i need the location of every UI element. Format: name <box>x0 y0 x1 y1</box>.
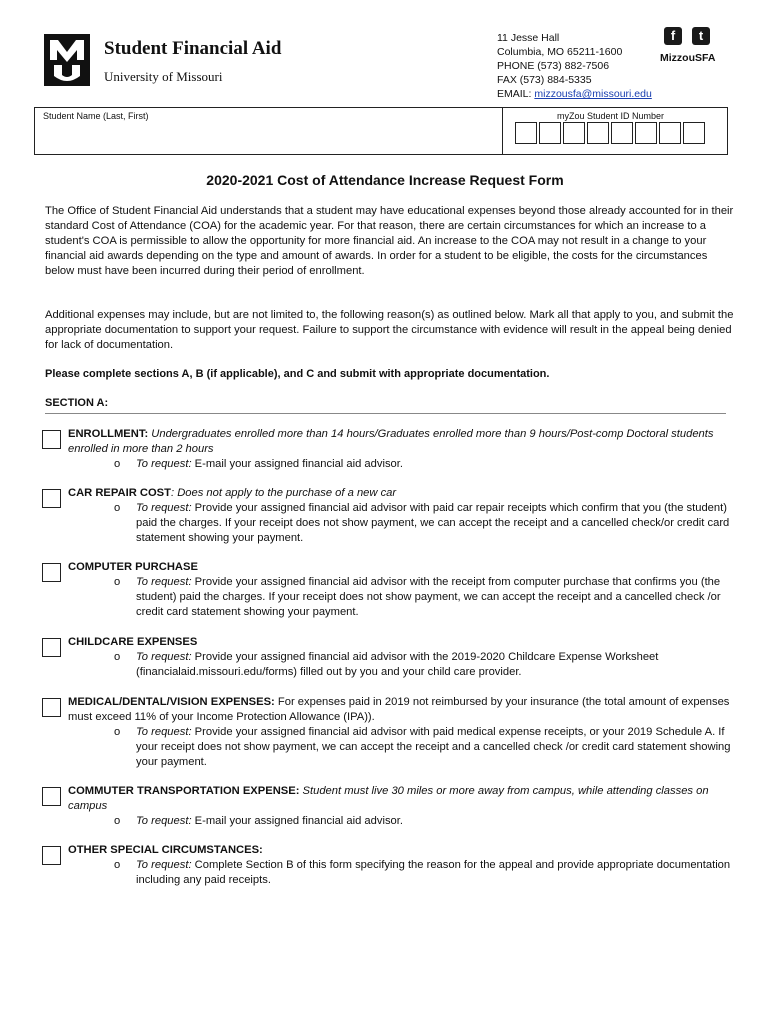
form-title: 2020-2021 Cost of Attendance Increase Request Form <box>206 172 564 188</box>
item-commuter <box>42 784 732 829</box>
org-subtitle: University of Missouri <box>104 69 223 84</box>
address-line1: 11 Jesse Hall <box>497 32 560 44</box>
intro-paragraph-2: Additional expenses may include, but are not limited to, the following reason(s) as outlined below. Mark all that apply to you, and submit the appropriate documentation to support your request. Failure to support the circumstance with evidence will result in the appeal being denied for lack of documentation. <box>45 309 734 351</box>
to-request-label: To request: <box>136 815 192 827</box>
bullet: o <box>114 726 121 738</box>
to-request-label: To request: <box>136 651 192 663</box>
request-text: Complete Section B of this form specifying the reason for the appeal and provide appropriate documentation including any paid receipts. <box>136 859 731 886</box>
request-text: E-mail your assigned financial aid advisor. <box>194 458 403 470</box>
email-row <box>497 87 652 101</box>
student-id-field <box>503 107 728 155</box>
fax: FAX (573) 884-5335 <box>497 74 592 86</box>
commuter-checkbox[interactable] <box>42 787 61 806</box>
id-digit-box[interactable] <box>635 122 657 144</box>
to-request-label: To request: <box>136 726 192 738</box>
item-heading: CAR REPAIR COST <box>68 487 171 499</box>
bullet: o <box>114 502 121 514</box>
item-desc: Undergraduates enrolled more than 14 hours/Graduates enrolled more than 9 hours/Post-comp Doctoral students enrolled in more than 2 hours <box>68 428 714 455</box>
section-a-heading: SECTION A: <box>45 397 109 409</box>
student-name-field[interactable] <box>34 107 503 155</box>
item-heading: MEDICAL/DENTAL/VISION EXPENSES: <box>68 696 275 708</box>
email-label: EMAIL: <box>497 88 532 100</box>
intro-paragraph-1: The Office of Student Financial Aid understands that a student may have educational expenses beyond those already accounted for in their standard Cost of Attendance (COA) for the academic year. For that reason, there are certain circumstances for which an increase to a student's COA is permissible to allow the opportunity for more financial aid. An increase to the COA may not result in a change to your financial aid awards depending on the type and amount of awards. In order for a student to be eligible, the costs for the circumstances below must have been incurred during their period of enrollment. <box>45 205 734 277</box>
email-link[interactable]: mizzousfa@missouri.edu <box>534 88 652 100</box>
social-handle: MizzouSFA <box>660 52 716 64</box>
item-enrollment <box>42 427 732 472</box>
item-heading: OTHER SPECIAL CIRCUMSTANCES: <box>68 844 263 856</box>
bullet: o <box>114 859 121 871</box>
id-digit-box[interactable] <box>659 122 681 144</box>
item-desc: For expenses paid in 2019 not reimbursed by your insurance (the total amount of expenses must exceed 11% of your Income Protection Allowance (IPA)). <box>68 696 730 723</box>
twitter-icon[interactable]: t <box>692 27 710 45</box>
id-digit-box[interactable] <box>515 122 537 144</box>
id-digit-box[interactable] <box>539 122 561 144</box>
phone: PHONE (573) 882-7506 <box>497 60 610 72</box>
computer-purchase-checkbox[interactable] <box>42 563 61 582</box>
item-heading: COMMUTER TRANSPORTATION EXPENSE: <box>68 785 300 797</box>
childcare-checkbox[interactable] <box>42 638 61 657</box>
student-id-label: myZou Student ID Number <box>557 111 665 121</box>
bullet: o <box>114 651 121 663</box>
facebook-icon[interactable]: f <box>664 27 682 45</box>
to-request-label: To request: <box>136 458 192 470</box>
instruction-text: Please complete sections A, B (if applicable), and C and submit with appropriate documentation. <box>45 368 550 380</box>
item-heading: ENROLLMENT: <box>68 428 149 440</box>
id-digit-box[interactable] <box>563 122 585 144</box>
id-digit-box[interactable] <box>587 122 609 144</box>
request-text: Provide your assigned financial aid advisor with paid medical expense receipts, or your 2019 Schedule A. If your receipt does not show payment, we can accept the receipt and a cancelled check /or credit card statement showing your payment. <box>136 726 731 768</box>
request-text: Provide your assigned financial aid advisor with the receipt from computer purchase that confirms you (the student) paid the charges. If your receipt does not show payment, we can accept the receipt and a cancelled check /or credit card statement showing your payment. <box>136 576 721 618</box>
to-request-label: To request: <box>136 859 192 871</box>
section-divider <box>45 413 726 414</box>
address-line2: Columbia, MO 65211-1600 <box>497 46 623 58</box>
item-heading: CHILDCARE EXPENSES <box>68 636 198 648</box>
item-desc: Student must live 30 miles or more away from campus, while attending classes on campus <box>68 785 709 812</box>
org-title: Student Financial Aid <box>104 38 282 59</box>
item-childcare <box>42 635 732 680</box>
request-text: Provide your assigned financial aid advisor with paid car repair receipts which confirm that you (the student) paid the charges. If your receipt does not show payment, we can accept the receipt and a cancelled check/or credit card statement showing your payment. <box>136 502 730 544</box>
student-name-label: Student Name (Last, First) <box>43 111 149 121</box>
car-repair-checkbox[interactable] <box>42 489 61 508</box>
id-digit-box[interactable] <box>611 122 633 144</box>
item-desc: : Does not apply to the purchase of a new car <box>170 487 397 499</box>
request-text: E-mail your assigned financial aid advisor. <box>194 815 403 827</box>
medical-checkbox[interactable] <box>42 698 61 717</box>
mu-logo-icon <box>44 34 90 86</box>
to-request-label: To request: <box>136 576 192 588</box>
request-text: Provide your assigned financial aid advisor with the 2019-2020 Childcare Expense Worksheet (financialaid.missouri.edu/forms) filled out by you and your child care provider. <box>136 651 659 678</box>
item-heading: COMPUTER PURCHASE <box>68 561 198 573</box>
item-car-repair <box>42 486 732 546</box>
student-id-digits <box>515 122 707 144</box>
id-digit-box[interactable] <box>683 122 705 144</box>
contact-block <box>497 31 652 101</box>
bullet: o <box>114 458 121 470</box>
item-other-special <box>42 843 732 888</box>
item-computer-purchase <box>42 560 732 620</box>
bullet: o <box>114 576 121 588</box>
enrollment-checkbox[interactable] <box>42 430 61 449</box>
other-special-checkbox[interactable] <box>42 846 61 865</box>
to-request-label: To request: <box>136 502 192 514</box>
item-medical <box>42 695 732 770</box>
bullet: o <box>114 815 121 827</box>
